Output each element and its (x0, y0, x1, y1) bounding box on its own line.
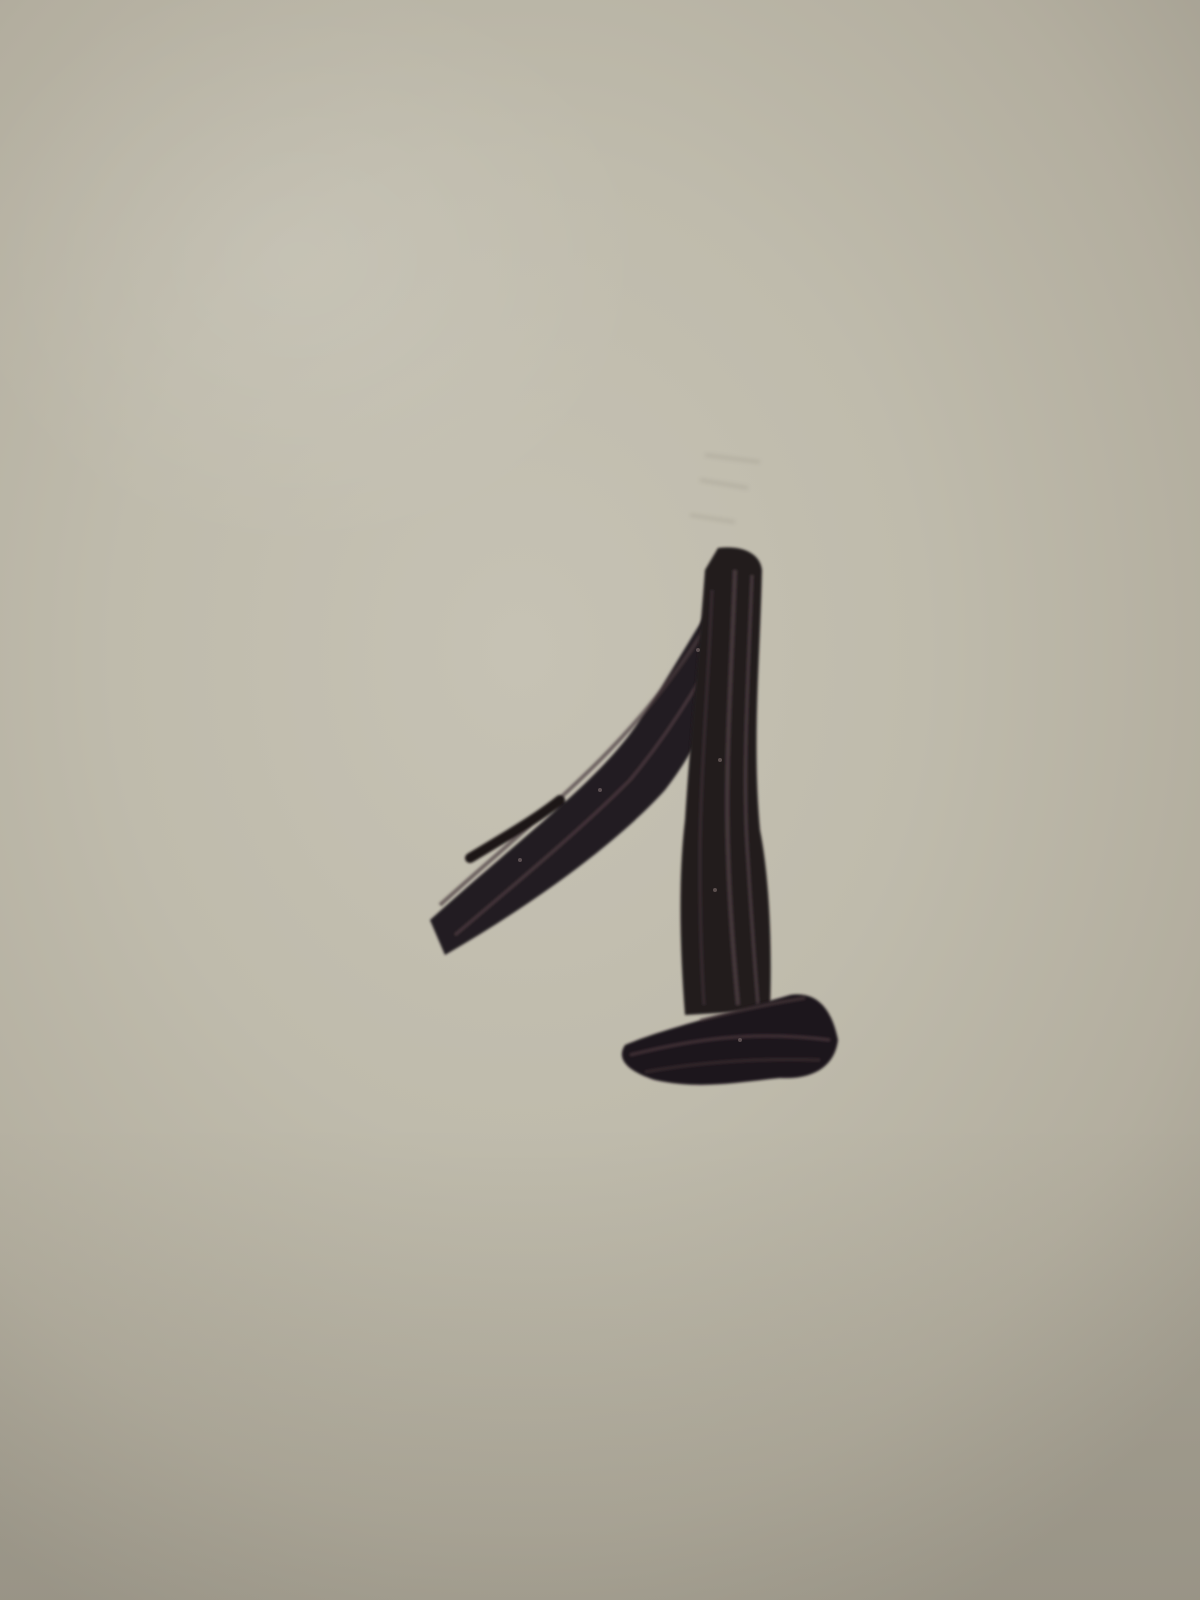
digit-stem-stroke (680, 547, 770, 1015)
faint-pencil-marks (690, 455, 760, 522)
